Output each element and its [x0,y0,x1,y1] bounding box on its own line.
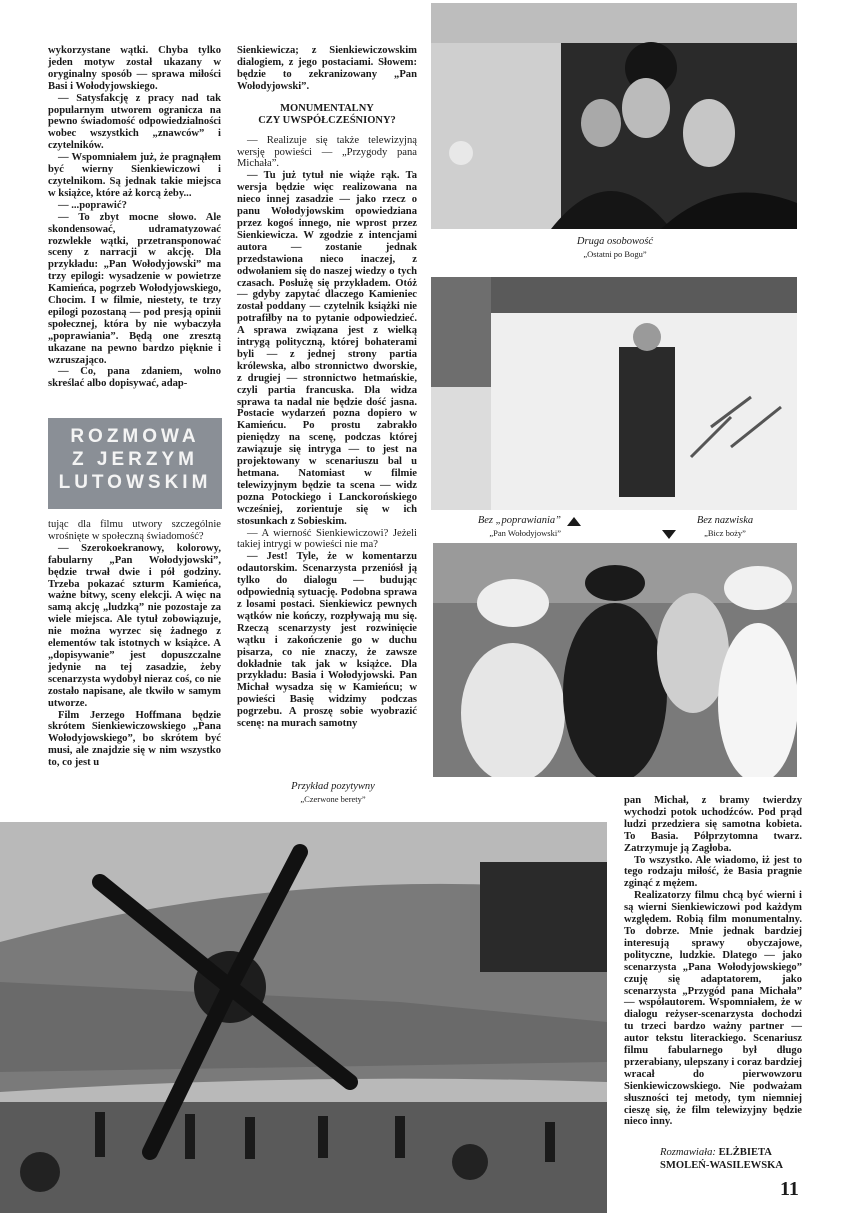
caption-bez-poprawiania [441,515,561,539]
paragraph: — Realizuje się także telewizyjną wersję powieści — „Przygody pana Michała”. [237,134,417,170]
photo-bicz-bozy [433,543,797,777]
paragraph: — Tu już tytuł nie wiąże rąk. Ta wersja będzie więc realizowana na nieco innej zasadzie — jako rzecz o panu Wołodyjowskim opowiedziana przez kogoś innego, nie wprost przez Sienkiewicza. W zgodzie z intencjami autora — zostanie jednak przedstawiona nieco inaczej, z odwołaniem się do naszej wiedzy o tych czasach. Posłużę się przykładem. Otóż — gdyby zapytać dlaczego Kamieniec został poddany — czytelnik książki nie potrafiłby na to pytanie odpowiedzieć. A sprawa związana jest z wielką intrygą polityczną, której bohaterami byli — z jednej strony partia królewska, albo stronnictwo dworskie, z drugiej — stronnictwo hetmańskie, czyli partia francuska. Dla widza sprawa ta nadal nie będzie dość jasna. Postacie wydarzeń pozna dopiero w Kamieńcu. Po prostu zabrakło pieniędzy na scenę, podczas której zawiązuje się intryga — to jest na projektowany w scenariuszu bal u hetmana. Natomiast w filmie telewizyjnym będzie ta scena — widz pozna Potockiego i Lanckorońskiego wcześniej, zorientuje się w ich stosunkach z Sobieskim. [237,170,417,527]
caption-ostatni-po-bogu [530,236,700,260]
col-right [624,795,802,1128]
arrow-down-icon [662,530,676,539]
caption-title: Przykład pozytywny [291,781,375,792]
col2 [237,45,417,730]
caption-title: Bez nazwiska [696,515,754,526]
subheading-line: CZY UWSPÓŁCZEŚNIONY? [258,114,396,126]
paragraph: — ...poprawić? [58,199,127,211]
caption-bez-nazwiska [680,515,770,539]
credit-label: Rozmawiała: [660,1147,716,1158]
caption-subtitle: „Bicz boży” [704,528,746,538]
paragraph: Sienkiewicza; z Sienkiewiczowskim dialogiem, z jego postaciami. Słowem: będzie to zekranizowany „Pan Wołodyjowski”. [237,45,417,92]
caption-title: Druga osobowość [576,236,654,247]
col1-top [48,45,221,390]
credit [660,1146,810,1172]
caption-subtitle: „Pan Wołodyjowski” [489,528,561,538]
interview-title-line: ROZMOWA [70,426,200,447]
interview-title-box [48,418,222,509]
subheading [237,103,417,127]
paragraph: — A wierność Sienkiewiczowi? Jeżeli takiej intrygi w powieści nie ma? [237,527,417,551]
credit-name-line-2: SMOLEŃ-WASILEWSKA [660,1160,784,1171]
paragraph: — Co, pana zdaniem, wolno skreślać albo dopisywać, adap- [48,366,221,390]
paragraph: Realizatorzy filmu chcą być wierni i są wierni Sienkiewiczowi pod każdym względem. Robią film monumentalny. To dobrze. Mnie jednak bardziej interesują sprawy obyczajowe, polityczne, ludzkie. Dlatego — jako scenarzysta „Pana Wołodyjowskiego” czuję się adaptatorem, jako scenarzysta „Przygód pana Michała” — współautorem. Wspomniałem, że w dialogu reżyser-scenarzysta dochodzi tu trzeci bardzo ważny partner — autor tekstu literackiego. Scenariusz filmu fabularnego był długo przerabiany, ulepszany i coraz bardziej wracał do pierwowzoru Sienkiewiczowskiego. Nie podważam słuszności tej metody, tym niemniej cieszę się, że film telewizyjny będzie nieco inny. [624,890,803,1128]
paragraph: — To zbyt mocne słowo. Ale skondensować, udramatyzować rozwlekłe wątki, przetransponować sceny z narracji w akcję. Dla przykładu: „Pan Wołodyjowski” ma trzy epilogi: wysadzenie w powietrze Kamieńca, pogrzeb Wołodyjowskiego, Chocim. I w filmie, niestety, te trzy epilogi pozostaną — pod presją opinii społecznej, która by nie wybaczyła „poprawiania”. Będą one zresztą ukazane na pewno bardzo pięknie i wzruszająco. [48,211,221,366]
paragraph: — Satysfakcję z pracy nad tak popularnym utworem ogranicza na pewno świadomość odpowiedzialności wobec wszystkich „znawców” i czytelników. [48,92,221,152]
caption-title: Bez „poprawiania” [477,515,561,526]
paragraph: — Szerokoekranowy, kolorowy, fabularny „Pan Wołodyjowski”, będzie trwał dwie i pół godziny. Trzeba pokazać szturm Kamieńca, ważne bitwy, sceny elekcji. A więc na samą akcję „ludzką” nie pozostaje za wiele miejsca. Ale tytuł zobowiązuje, nie można wyrzec się żadnego z elementów tak istotnych w książce. A „dopisywanie” jest dopuszczalne jedynie na tej zasadzie, żeby scenarzysta wydobył nieraz coś, co nie zostało napisane, ale tkwiło w samym utworze. [48,542,221,709]
col1-bottom [48,519,221,769]
caption-subtitle: „Czerwone berety” [300,794,366,804]
paragraph: pan Michał, z bramy twierdzy wychodzi potok uchodźców. Pod prąd ludzi przedziera się samotna kobieta. To Basia. Półprzytomna twarz. Zatrzymuje ją Zagłoba. [624,795,802,854]
paragraph: wykorzystane wątki. Chyba tylko jeden motyw został ukazany w oryginalny sposób — sprawa miłości Basi i Wołodyjowskiego. [48,45,221,92]
paragraph: tując dla filmu utwory szczególnie wrośnięte w społeczną świadomość? [48,519,221,542]
page-number: 11 [780,1178,799,1200]
credit-line-1 [660,1146,810,1159]
paragraph: — Wspomniałem już, że pragnąłem być wierny Sienkiewiczowi i czytelnikom. Są jednak takie miejsca w książce, które aż korcą żeby... [48,152,221,199]
caption-subtitle: „Ostatni po Bogu” [583,249,647,259]
interview-title-line: LUTOWSKIM [58,472,212,493]
photo-airplane [0,822,607,1213]
photo-pan-wolodyjowski [431,277,797,510]
credit-name: ELŻBIETA [718,1147,772,1158]
paragraph: To wszystko. Ale wiadomo, iż jest to tego rodzaju miłość, że Basia pragnie zginąć z mężem. [624,854,802,890]
interview-title-line: Z JERZYM [72,449,198,470]
caption-czerwone-berety [258,781,408,805]
subheading-line: MONUMENTALNY [280,102,374,114]
arrow-up-icon [567,517,581,526]
paragraph: Film Jerzego Hoffmana będzie skrótem Sienkiewiczowskiego „Pana Wołodyjowskiego”, bo skrótem być musi, ale znajdzie się w nim wszystko to, co jest u [48,709,221,769]
photo-ostatni-po-bogu [431,3,797,229]
paragraph: — Jest! Tyle, że w komentarzu odautorskim. Scenarzysta przeniósł ją tylko do dialogu — budując odpowiednią sytuację. Podobna sprawa z losami postaci. Sienkiewicz pewnych wątków nie kończy, rozpływają mu się. Rzeczą scenarzysty jest rozwinięcie wątku i zakończenie go w duchu pisarza, co nie znaczy, że zawsze dokładnie tak jak w książce. Dla przykładu: Basia i Wołodyjowski. Pan Michał wysadza się w Kamieńcu; w powieści Basię widzimy podczas pogrzebu. A proszę sobie wyobrazić scenę: na murach samotny [237,551,417,730]
